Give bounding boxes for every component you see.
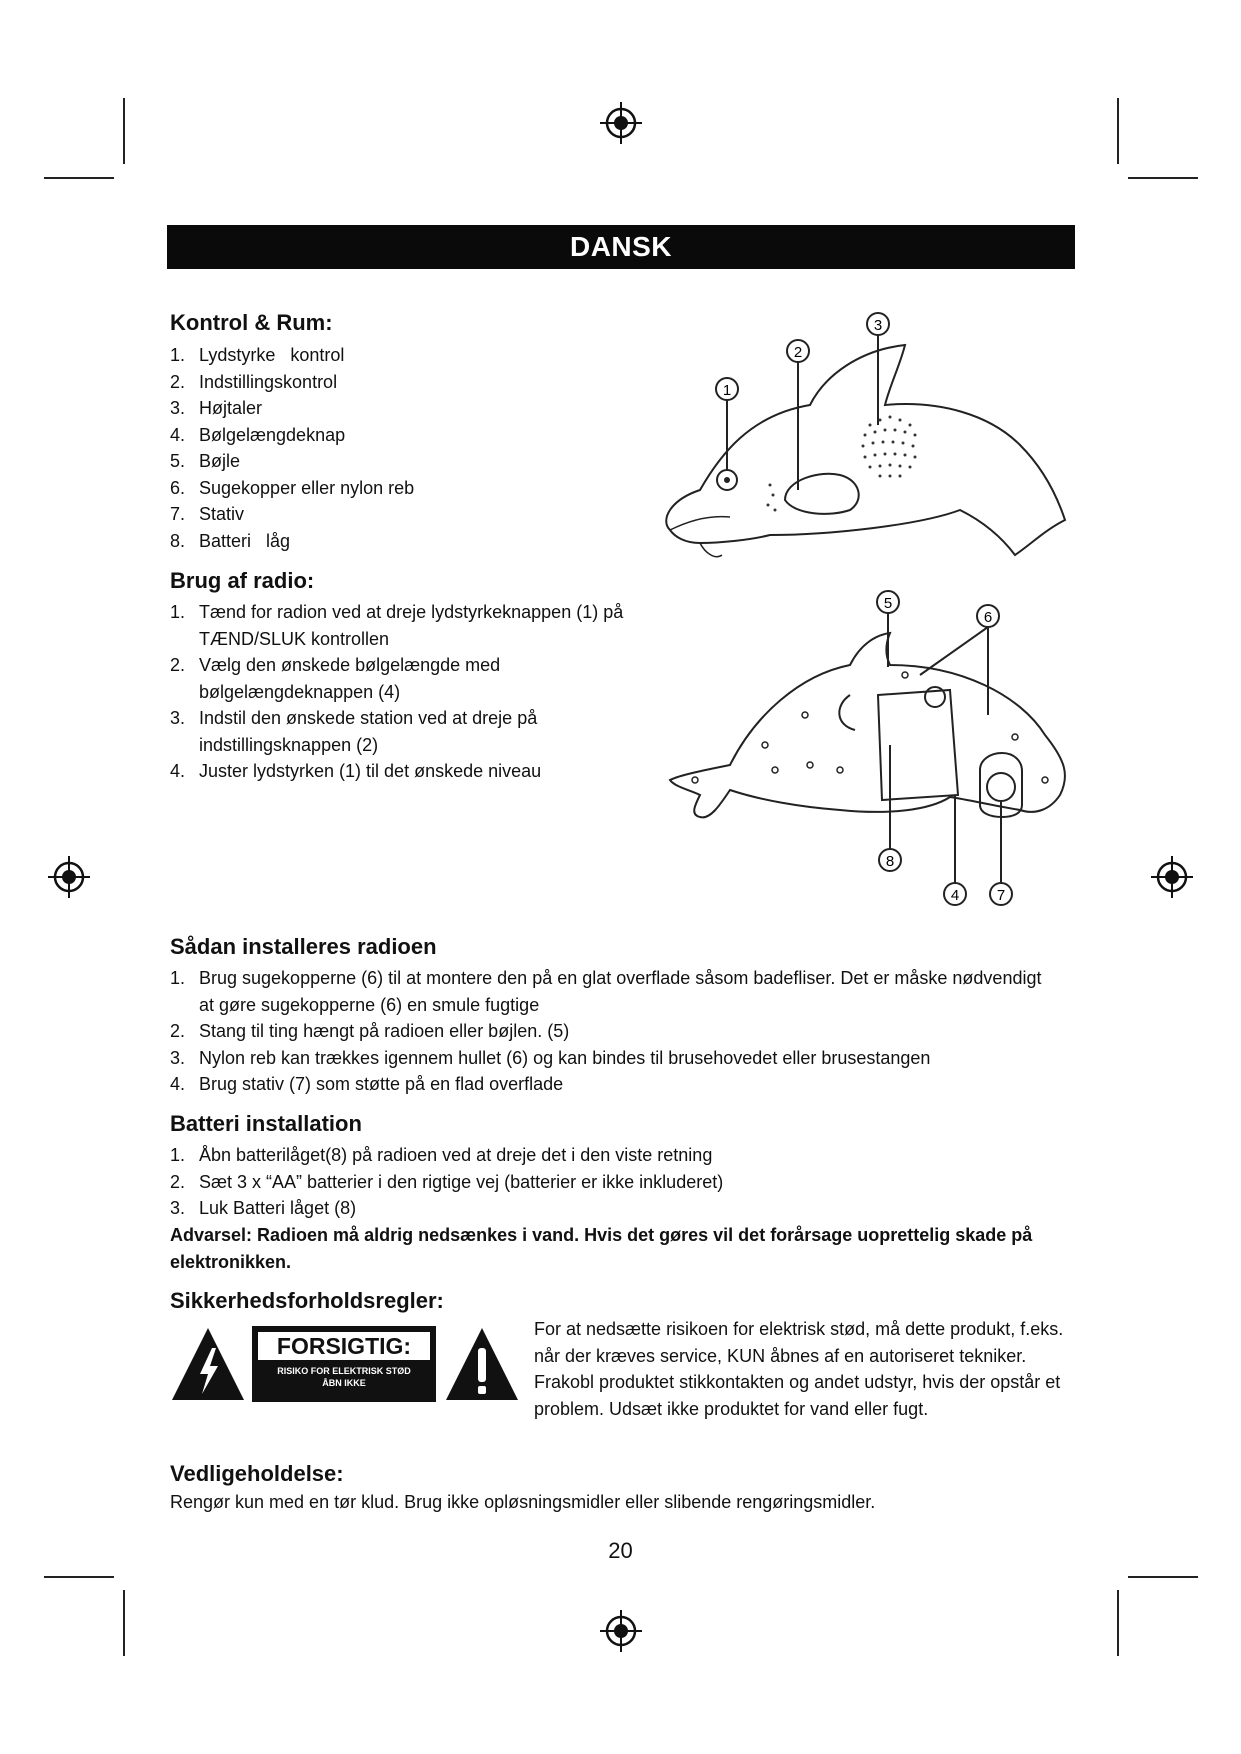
language-banner bbox=[167, 225, 1075, 269]
list-item: 1. Åbn batterilåget(8) på radioen ved at dreje det i den viste retning bbox=[170, 1145, 713, 1165]
list-item: 2. Vælg den ønskede bølgelængde med bølgelængdeknappen (4) bbox=[170, 655, 501, 702]
list-item: 4. Bølgelængdeknap bbox=[170, 424, 346, 445]
list-item: 3. Indstil den ønskede station ved at dreje på indstillingsknappen (2) bbox=[170, 708, 538, 755]
caution-sign-title: FORSIGTIG: bbox=[258, 1332, 430, 1360]
exclamation-warning-icon bbox=[444, 1326, 520, 1402]
crop-mark bbox=[1117, 1590, 1119, 1656]
crop-mark bbox=[1128, 1576, 1198, 1578]
list-item: 1. Brug sugekopperne (6) til at montere den på en glat overflade såsom badefliser. Det er måske nødvendigt at gøre sugekopperne (6) en smule fugtige bbox=[170, 968, 1042, 1015]
list-item: 8. Batteri låg bbox=[170, 530, 291, 551]
list-item: 3. Nylon reb kan trækkes igennem hullet (6) og kan bindes til brusehovedet eller brusestangen bbox=[170, 1047, 931, 1068]
install-heading: Sådan installeres radioen bbox=[170, 934, 437, 959]
callout-label: 5 bbox=[883, 595, 893, 612]
dolphin-front-illustration bbox=[660, 305, 1080, 565]
electric-shock-warning-icon bbox=[170, 1326, 246, 1402]
page-number: 20 bbox=[608, 1538, 633, 1563]
crop-mark bbox=[1128, 177, 1198, 179]
list-item: 2. Sæt 3 x “AA” batterier i den rigtige vej (batterier er ikke inkluderet) bbox=[170, 1171, 724, 1192]
registration-mark-icon bbox=[600, 102, 642, 144]
safety-text: For at nedsætte risikoen for elektrisk stød, må dette produkt, f.eks. når der kræves service, KUN åbnes af en autoriseret tekniker. Frakobl produktet stikkontakten og andet udstyr, hvis der opstår et problem. Udsæt ikke produktet for vand eller fugt. bbox=[534, 1319, 1064, 1419]
safety-heading: Sikkerhedsforholdsregler: bbox=[170, 1288, 444, 1313]
caution-sign-line1: RISIKO FOR ELEKTRISK STØD bbox=[277, 1366, 411, 1376]
radio-use-list bbox=[170, 599, 660, 785]
language-title: DANSK bbox=[569, 231, 673, 262]
list-item: 3. Luk Batteri låget (8) bbox=[170, 1198, 357, 1218]
list-item: 7. Stativ bbox=[170, 504, 245, 524]
list-item: 4. Juster lydstyrken (1) til det ønskede niveau bbox=[170, 761, 542, 781]
crop-mark bbox=[44, 1576, 114, 1578]
maintenance-heading: Vedligeholdelse: bbox=[170, 1461, 344, 1486]
crop-mark bbox=[1117, 98, 1119, 164]
callout-label: 2 bbox=[793, 344, 803, 361]
radio-use-heading: Brug af radio: bbox=[170, 568, 315, 593]
caution-sign bbox=[252, 1326, 436, 1402]
maintenance-text: Rengør kun med en tør klud. Brug ikke opløsningsmidler eller slibende rengøringsmidler. bbox=[170, 1492, 876, 1512]
list-item: 3. Højtaler bbox=[170, 398, 263, 418]
callout-label: 4 bbox=[950, 887, 960, 904]
battery-heading: Batteri installation bbox=[170, 1111, 362, 1136]
callout-label: 3 bbox=[873, 317, 883, 334]
callout-label: 7 bbox=[996, 887, 1006, 904]
battery-warning: Advarsel: Radioen må aldrig nedsænkes i vand. Hvis det gøres vil det forårsage uoprettelig skade på elektronikken. bbox=[170, 1225, 1033, 1272]
crop-mark bbox=[123, 1590, 125, 1656]
callout-label: 8 bbox=[885, 853, 895, 870]
dolphin-back-illustration bbox=[660, 565, 1080, 910]
list-item: 2. Stang til ting hængt på radioen eller bøjlen. (5) bbox=[170, 1021, 570, 1041]
install-list bbox=[170, 965, 1050, 1098]
caution-sign-line2: ÅBN IKKE bbox=[322, 1378, 366, 1388]
callout-label: 1 bbox=[722, 382, 732, 399]
list-item: 1. Tænd for radion ved at dreje lydstyrkeknappen (1) på TÆND/SLUK kontrollen bbox=[170, 602, 624, 649]
list-item: 1. Lydstyrke kontrol bbox=[170, 345, 345, 365]
crop-mark bbox=[123, 98, 125, 164]
list-item: 5. Bøjle bbox=[170, 451, 241, 471]
controls-heading: Kontrol & Rum: bbox=[170, 310, 333, 335]
list-item: 2. Indstillingskontrol bbox=[170, 371, 338, 392]
battery-list bbox=[170, 1142, 1050, 1222]
callout-label: 6 bbox=[983, 609, 993, 626]
list-item: 4. Brug stativ (7) som støtte på en flad overflade bbox=[170, 1074, 564, 1094]
registration-mark-icon bbox=[48, 856, 90, 898]
list-item: 6. Sugekopper eller nylon reb bbox=[170, 477, 415, 498]
crop-mark bbox=[44, 177, 114, 179]
registration-mark-icon bbox=[600, 1610, 642, 1652]
registration-mark-icon bbox=[1151, 856, 1193, 898]
controls-list bbox=[170, 342, 650, 554]
